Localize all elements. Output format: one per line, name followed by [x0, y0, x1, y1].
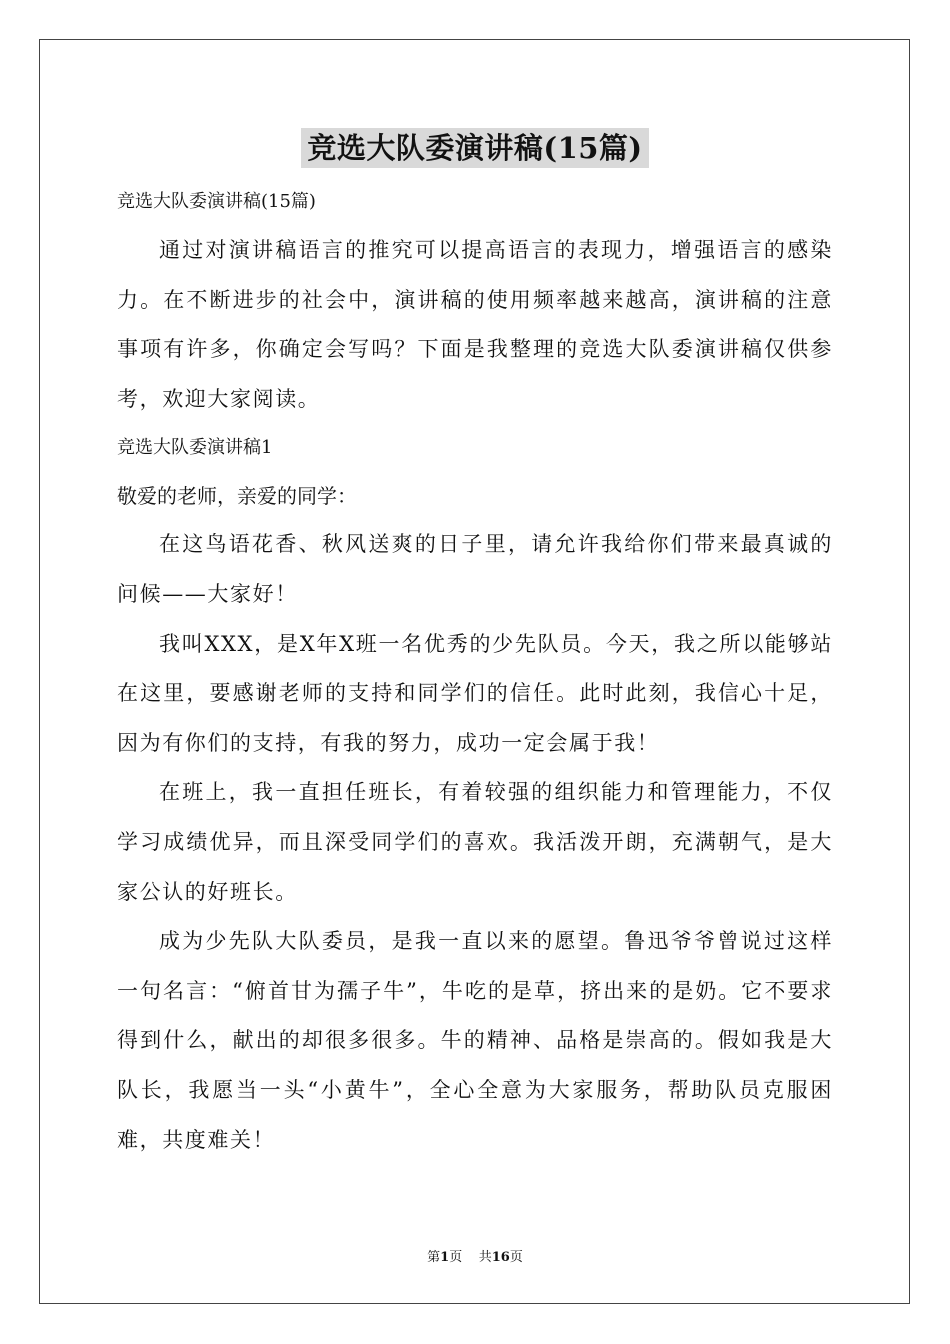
intro-heading: 竞选大队委演讲稿(15篇) — [117, 191, 316, 212]
title-wrap — [0, 128, 950, 168]
total-label-suffix: 页 — [509, 1250, 523, 1265]
body-paragraph: 在这鸟语花香、秋风送爽的日子里，请允许我给你们带来最真诚的问候——大家好！ — [117, 532, 833, 606]
total-label-prefix: 共 — [478, 1250, 492, 1265]
salutation: 敬爱的老师，亲爱的同学： — [117, 484, 357, 509]
page-total: 16 — [491, 1250, 510, 1265]
page-current: 1 — [440, 1250, 450, 1265]
document-title: 竞选大队委演讲稿(15篇) — [301, 128, 648, 168]
document-body — [117, 178, 833, 1165]
page-footer — [0, 1246, 950, 1265]
page-label-suffix: 页 — [449, 1250, 463, 1265]
section-heading: 竞选大队委演讲稿1 — [117, 437, 273, 459]
body-paragraph: 在班上，我一直担任班长，有着较强的组织能力和管理能力，不仅学习成绩优异，而且深受同学们的喜欢。我活泼开朗，充满朝气，是大家公认的好班长。 — [117, 780, 833, 904]
page-label-prefix: 第 — [427, 1250, 441, 1265]
body-paragraph: 我叫XXX，是X年X班一名优秀的少先队员。今天，我之所以能够站在这里，要感谢老师的支持和同学们的信任。此时此刻，我信心十足，因为有你们的支持，有我的努力，成功一定会属于我！ — [117, 631, 833, 755]
body-paragraph: 成为少先队大队委员，是我一直以来的愿望。鲁迅爷爷曾说过这样一句名言：“俯首甘为孺子牛”，牛吃的是草，挤出来的是奶。它不要求得到什么，献出的却很多很多。牛的精神、品格是崇高的。假如我是大队长，我愿当一头“小黄牛”，全心全意为大家服务，帮助队员克服困难，共度难关！ — [117, 929, 833, 1152]
intro-paragraph: 通过对演讲稿语言的推究可以提高语言的表现力，增强语言的感染力。在不断进步的社会中，演讲稿的使用频率越来越高，演讲稿的注意事项有许多，你确定会写吗？下面是我整理的竞选大队委演讲稿仅供参考，欢迎大家阅读。 — [117, 238, 833, 411]
